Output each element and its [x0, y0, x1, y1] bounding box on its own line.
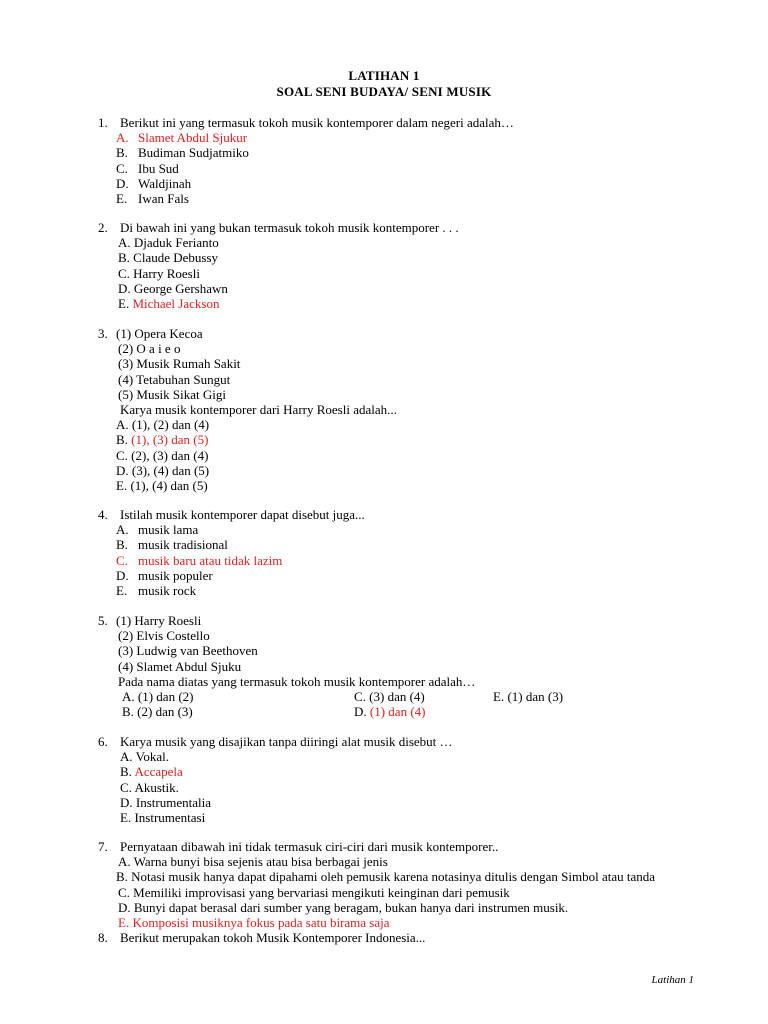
question-5 [98, 613, 708, 719]
option-d: D. musik populer [116, 567, 213, 583]
document-subtitle: SOAL SENI BUDAYA/ SENI MUSIK [276, 84, 492, 99]
option-b: B. (2) dan (3) [122, 704, 193, 720]
question-1 [98, 115, 708, 206]
option-a: A. Djaduk Ferianto [118, 235, 219, 251]
question-number: 7. [98, 839, 108, 854]
option-e-answer: E. Michael Jackson [118, 295, 220, 311]
page-footer: Latihan 1 [651, 974, 694, 986]
option-e-answer: E. Komposisi musiknya fokus pada satu birama saja [118, 914, 390, 930]
question-3 [98, 326, 708, 493]
question-number: 6. [98, 734, 108, 749]
question-item: (1) Opera Kecoa [116, 326, 203, 341]
question-item: (4) Tetabuhan Sungut [118, 371, 231, 387]
question-4 [98, 507, 708, 598]
question-2 [98, 220, 708, 311]
question-number: 8. [98, 930, 108, 946]
question-number: 5. [98, 613, 108, 628]
option-b: B. musik tradisional [116, 537, 228, 553]
option-row-1 [98, 689, 708, 704]
question-item: (1) Harry Roesli [116, 613, 202, 628]
option-b: B. Claude Debussy [118, 250, 219, 266]
option-d: D. Instrumentalia [120, 794, 211, 810]
option-a: A. Vokal. [120, 749, 170, 765]
question-stem: Istilah musik kontemporer dapat disebut juga... [120, 507, 365, 522]
question-item: (5) Musik Sikat Gigi [118, 386, 226, 402]
question-item: (4) Slamet Abdul Sjuku [118, 658, 242, 674]
question-item: (2) O a i e o [118, 341, 181, 357]
option-b-answer: B. Accapela [120, 764, 183, 780]
option-c: C. Ibu Sud [116, 160, 179, 176]
option-d: D. Bunyi dapat berasal dari sumber yang beragam, bukan hanya dari instrumen musik. [118, 899, 569, 915]
option-a-answer: A. Slamet Abdul Sjukur [116, 130, 248, 146]
question-stem: Pada nama diatas yang termasuk tokoh musik kontemporer adalah… [118, 673, 476, 689]
option-c: C. Harry Roesli [118, 265, 200, 281]
option-a: A. musik lama [116, 522, 199, 538]
option-b-answer: B. (1), (3) dan (5) [116, 432, 209, 448]
question-stem: Berikut merupakan tokoh Musik Kontemporer Indonesia... [120, 930, 426, 946]
question-item: (3) Musik Rumah Sakit [118, 356, 241, 372]
option-c-answer: C. musik baru atau tidak lazim [116, 552, 283, 568]
option-c: C. (2), (3) dan (4) [116, 447, 209, 463]
option-e: E. musik rock [116, 582, 197, 598]
question-7 [98, 839, 708, 945]
option-a: A. (1), (2) dan (4) [116, 417, 210, 433]
option-row-2 [98, 704, 708, 719]
question-item: (3) Ludwig van Beethoven [118, 643, 258, 659]
question-number: 3. [98, 326, 108, 341]
option-c: C. Memiliki improvisasi yang bervariasi mengikuti keinginan dari pemusik [118, 884, 510, 900]
option-a: A. (1) dan (2) [122, 688, 194, 704]
option-b: B. Notasi musik hanya dapat dipahami oleh pemusik karena notasinya ditulis dengan Simbol atau tanda [116, 869, 656, 885]
question-number: 4. [98, 507, 108, 522]
option-d: D. George Gershawn [118, 280, 228, 296]
question-number: 1. [98, 115, 108, 130]
question-stem: Di bawah ini yang bukan termasuk tokoh musik kontemporer . . . [120, 220, 459, 235]
document-title: LATIHAN 1 [348, 68, 420, 83]
option-c: C. (3) dan (4) [354, 688, 425, 704]
question-stem: Karya musik yang disajikan tanpa diiringi alat musik disebut … [120, 734, 453, 749]
question-stem: Berikut ini yang termasuk tokoh musik kontemporer dalam negeri adalah… [120, 115, 514, 130]
option-e: E. Instrumentasi [120, 809, 206, 825]
question-item: (2) Elvis Costello [118, 628, 210, 644]
option-c: C. Akustik. [120, 779, 179, 795]
option-a: A. Warna bunyi bisa sejenis atau bisa berbagai jenis [118, 854, 388, 870]
option-e: E. Iwan Fals [116, 190, 189, 206]
question-stem: Karya musik kontemporer dari Harry Roesli adalah... [120, 401, 397, 417]
option-b: B. Budiman Sudjatmiko [116, 145, 249, 161]
option-e: E. (1), (4) dan (5) [116, 477, 208, 493]
question-6 [98, 734, 708, 825]
option-e: E. (1) dan (3) [493, 688, 564, 704]
question-stem: Pernyataan dibawah ini tidak termasuk ciri-ciri dari musik kontemporer.. [120, 839, 499, 854]
option-d: D. (3), (4) dan (5) [116, 462, 210, 478]
option-d: D. Waldjinah [116, 175, 192, 191]
question-number: 2. [98, 220, 108, 235]
option-d-answer: D. (1) dan (4) [354, 704, 426, 720]
